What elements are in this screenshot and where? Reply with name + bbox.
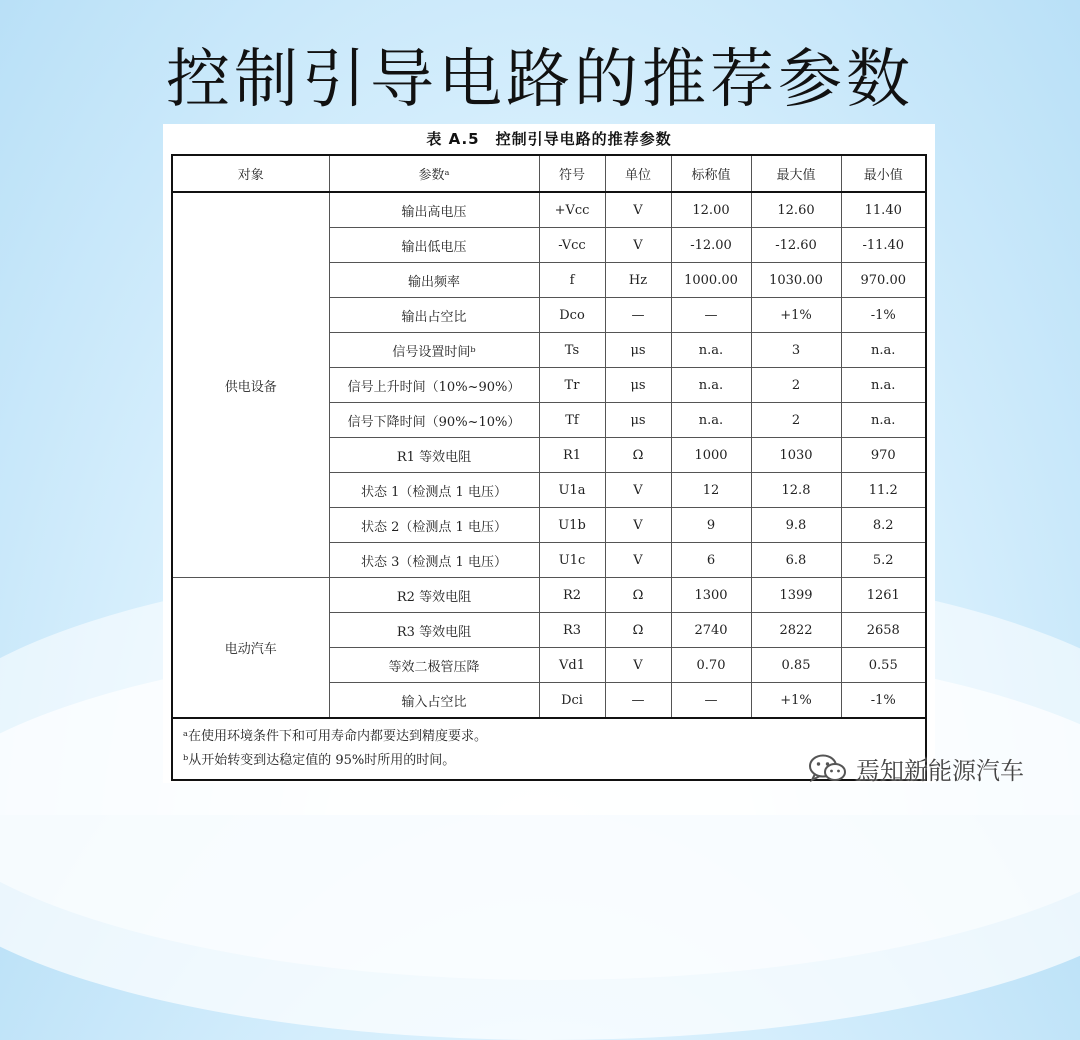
object-cell: 电动汽车 [172,578,329,719]
header-parameter: 参数ᵃ [329,155,539,192]
min-cell: -11.40 [841,228,926,263]
parameter-cell: 状态 3（检测点 1 电压） [329,543,539,578]
symbol-cell: R1 [539,438,605,473]
min-cell: n.a. [841,368,926,403]
min-cell: -1% [841,683,926,719]
parameter-cell: 信号下降时间（90%~10%） [329,403,539,438]
nominal-cell: n.a. [671,333,751,368]
document-scan [163,124,935,783]
parameter-cell: 信号上升时间（10%~90%） [329,368,539,403]
symbol-cell: Tr [539,368,605,403]
max-cell: 3 [751,333,841,368]
unit-cell: μs [605,403,671,438]
unit-cell: V [605,192,671,228]
nominal-cell: 6 [671,543,751,578]
unit-cell: V [605,508,671,543]
header-min: 最小值 [841,155,926,192]
max-cell: 6.8 [751,543,841,578]
header-nominal: 标称值 [671,155,751,192]
slide-title: 控制引导电路的推荐参数 [166,43,914,117]
nominal-cell: 1000.00 [671,263,751,298]
object-cell: 供电设备 [172,192,329,578]
parameter-cell: 状态 2（检测点 1 电压） [329,508,539,543]
min-cell: 0.55 [841,648,926,683]
min-cell: 8.2 [841,508,926,543]
nominal-cell: — [671,683,751,719]
symbol-cell: Tf [539,403,605,438]
symbol-cell: R2 [539,578,605,613]
min-cell: 11.40 [841,192,926,228]
max-cell: 2822 [751,613,841,648]
parameter-cell: 输出低电压 [329,228,539,263]
symbol-cell: U1c [539,543,605,578]
parameter-cell: R3 等效电阻 [329,613,539,648]
nominal-cell: 2740 [671,613,751,648]
max-cell: 1030 [751,438,841,473]
table-row [172,578,926,613]
parameter-cell: 输出高电压 [329,192,539,228]
parameter-cell: R1 等效电阻 [329,438,539,473]
max-cell: +1% [751,683,841,719]
symbol-cell: Dco [539,298,605,333]
note-b: ᵇ从开始转变到达稳定值的 95%时所用的时间。 [183,753,456,768]
nominal-cell: 12 [671,473,751,508]
nominal-cell: 9 [671,508,751,543]
unit-cell: V [605,648,671,683]
nominal-cell: n.a. [671,403,751,438]
unit-cell: — [605,683,671,719]
min-cell: 970 [841,438,926,473]
parameter-cell: R2 等效电阻 [329,578,539,613]
min-cell: n.a. [841,333,926,368]
nominal-cell: 1000 [671,438,751,473]
max-cell: -12.60 [751,228,841,263]
header-unit: 单位 [605,155,671,192]
min-cell: 970.00 [841,263,926,298]
max-cell: 9.8 [751,508,841,543]
parameter-cell: 输入占空比 [329,683,539,719]
symbol-cell: Ts [539,333,605,368]
min-cell: 2658 [841,613,926,648]
symbol-cell: U1b [539,508,605,543]
symbol-cell: -Vcc [539,228,605,263]
table-header-row [172,155,926,192]
parameter-cell: 等效二极管压降 [329,648,539,683]
wechat-icon [808,753,848,783]
nominal-cell: -12.00 [671,228,751,263]
nominal-cell: 12.00 [671,192,751,228]
header-object: 对象 [172,155,329,192]
max-cell: 2 [751,403,841,438]
max-cell: +1% [751,298,841,333]
parameter-cell: 输出占空比 [329,298,539,333]
watermark-text: 焉知新能源汽车 [856,756,1024,785]
unit-cell: Ω [605,578,671,613]
note-a: ᵃ在使用环境条件下和可用寿命内都要达到精度要求。 [183,729,488,744]
header-symbol: 符号 [539,155,605,192]
min-cell: 1261 [841,578,926,613]
unit-cell: — [605,298,671,333]
table-caption: 表 A.5 控制引导电路的推荐参数 [426,130,672,148]
unit-cell: V [605,228,671,263]
unit-cell: μs [605,333,671,368]
symbol-cell: Dci [539,683,605,719]
header-max: 最大值 [751,155,841,192]
watermark [808,748,1024,788]
unit-cell: μs [605,368,671,403]
table-row [172,192,926,228]
nominal-cell: 0.70 [671,648,751,683]
unit-cell: V [605,543,671,578]
symbol-cell: +Vcc [539,192,605,228]
min-cell: n.a. [841,403,926,438]
nominal-cell: — [671,298,751,333]
parameter-cell: 输出频率 [329,263,539,298]
parameters-table [171,154,927,781]
table-body [172,192,926,718]
unit-cell: Ω [605,613,671,648]
nominal-cell: 1300 [671,578,751,613]
unit-cell: V [605,473,671,508]
parameter-cell: 状态 1（检测点 1 电压） [329,473,539,508]
min-cell: 11.2 [841,473,926,508]
max-cell: 12.8 [751,473,841,508]
max-cell: 1030.00 [751,263,841,298]
parameter-cell: 信号设置时间ᵇ [329,333,539,368]
unit-cell: Ω [605,438,671,473]
symbol-cell: R3 [539,613,605,648]
nominal-cell: n.a. [671,368,751,403]
min-cell: 5.2 [841,543,926,578]
max-cell: 1399 [751,578,841,613]
min-cell: -1% [841,298,926,333]
symbol-cell: f [539,263,605,298]
max-cell: 0.85 [751,648,841,683]
symbol-cell: U1a [539,473,605,508]
symbol-cell: Vd1 [539,648,605,683]
max-cell: 2 [751,368,841,403]
max-cell: 12.60 [751,192,841,228]
unit-cell: Hz [605,263,671,298]
